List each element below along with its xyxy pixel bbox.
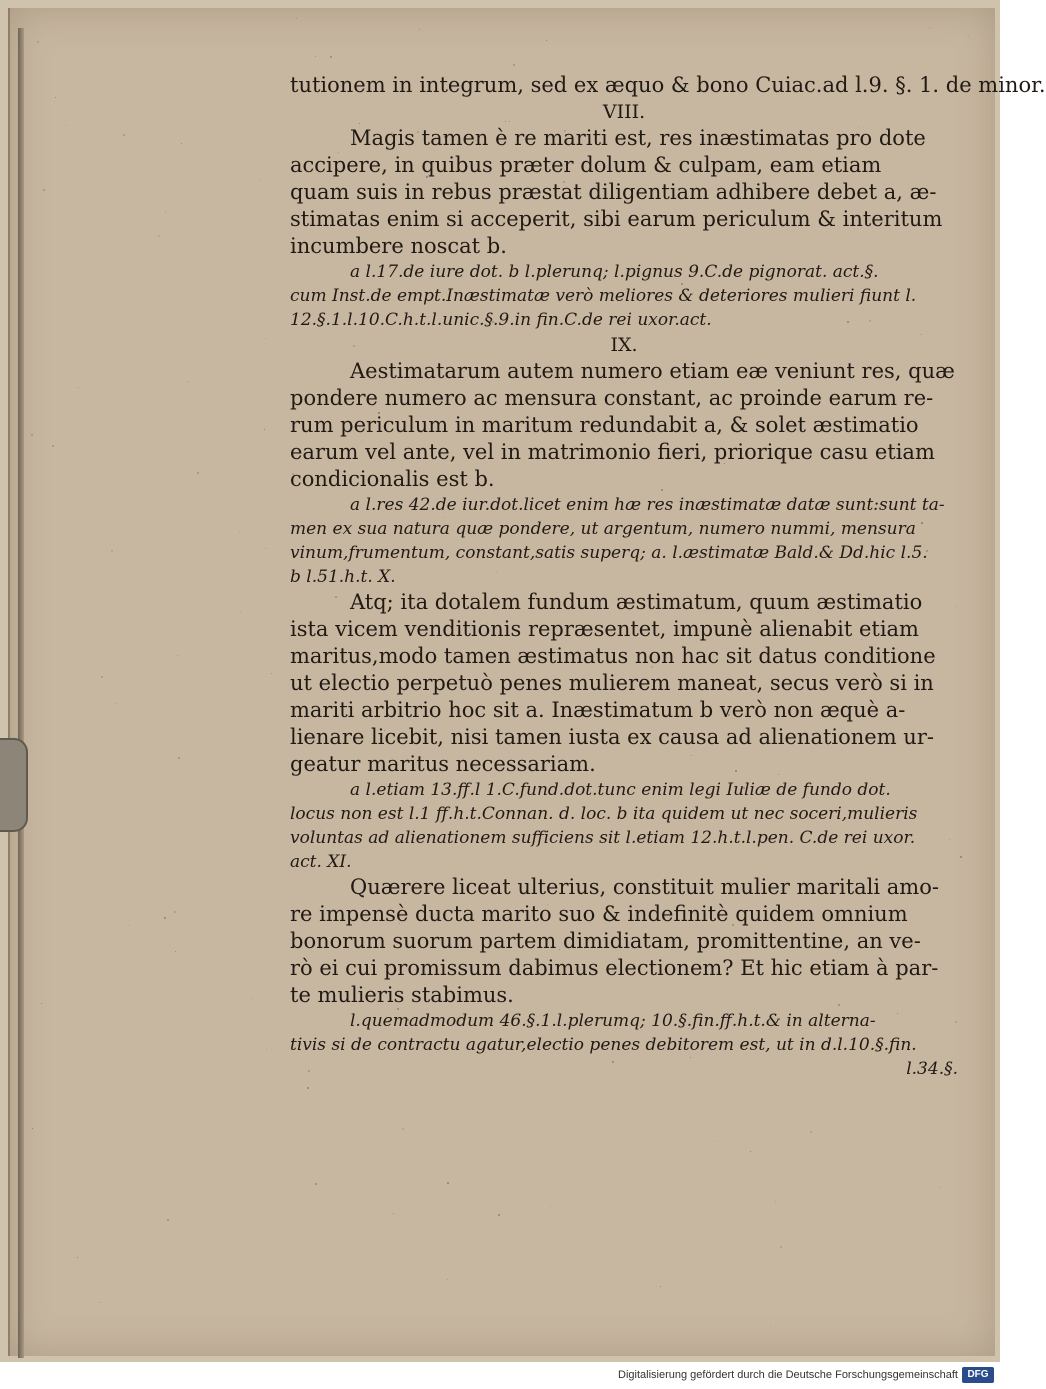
- text-line: VIII.: [602, 101, 646, 123]
- paper-speck: [939, 1187, 940, 1188]
- paper-speck: [775, 1201, 776, 1202]
- paper-speck: [260, 179, 261, 180]
- paper-speck: [252, 998, 253, 999]
- paper-speck: [111, 550, 113, 552]
- paper-speck: [123, 134, 125, 136]
- text-line: lienare licebit, nisi tamen iusta ex causa ad alienationem ur-: [290, 725, 934, 749]
- text-line: l.quemadmodum 46.§.1.l.plerumq; 10.§.fin.ff.h.t.& in alterna-: [350, 1011, 876, 1031]
- text-line: accipere, in quibus præter dolum & culpam, eam etiam: [290, 153, 882, 177]
- paper-speck: [960, 856, 962, 858]
- text-line: 12.§.1.l.10.C.h.t.l.unic.§.9.in fin.C.de rei uxor.act.: [290, 310, 712, 330]
- text-line: ista vicem venditionis repræsentet, impunè alienabit etiam: [290, 617, 919, 641]
- paper-speck: [550, 1206, 551, 1207]
- text-line: voluntas ad alienationem sufficiens sit l.etiam 12.h.t.l.pen. C.de rei uxor.: [290, 828, 916, 848]
- paper-speck: [101, 676, 103, 678]
- text-line: Atq; ita dotalem fundum æstimatum, quum æstimatio: [350, 590, 923, 614]
- paper-speck: [43, 189, 45, 191]
- paper-speck: [770, 1326, 771, 1327]
- text-line: a l.etiam 13.ff.l 1.C.fund.dot.tunc enim legi Iuliæ de fundo dot.: [350, 780, 891, 800]
- text-line: Magis tamen è re mariti est, res inæstimatas pro dote: [350, 126, 926, 150]
- dfg-logo: DFG: [962, 1367, 994, 1383]
- text-line: stimatas enim si acceperit, sibi earum periculum & interitum: [290, 207, 943, 231]
- paper-speck: [265, 338, 266, 339]
- text-line: tutionem in integrum, sed ex æquo & bono Cuiac.ad l.9. §. 1. de minor.: [290, 73, 1046, 97]
- text-line: l.34.§.: [906, 1059, 958, 1079]
- book-clasp-tab: [0, 738, 28, 832]
- paper-speck: [187, 381, 188, 382]
- text-line: earum vel ante, vel in matrimonio fieri, priorique casu etiam: [290, 440, 935, 464]
- paper-speck: [158, 235, 160, 237]
- paper-speck: [181, 143, 182, 144]
- text-line: condicionalis est b.: [290, 467, 495, 491]
- text-line: a l.17.de iure dot. b l.plerunq; l.pignus 9.C.de pignorat. act.§.: [350, 262, 879, 282]
- paper-speck: [307, 1087, 309, 1089]
- paper-speck: [52, 445, 54, 447]
- paper-speck: [115, 703, 116, 704]
- paper-speck: [393, 1213, 394, 1214]
- paper-speck: [714, 1141, 715, 1142]
- paper-speck: [419, 29, 420, 30]
- paper-speck: [65, 125, 66, 126]
- paper-speck: [100, 1302, 101, 1303]
- text-line: pondere numero ac mensura constant, ac proinde earum re-: [290, 386, 934, 410]
- paper-speck: [546, 40, 547, 41]
- text-line: incumbere noscat b.: [290, 234, 507, 258]
- text-line: vinum,frumentum, constant,satis superq; a. l.æstimatæ Bald.& Dd.hic l.5.: [290, 543, 928, 563]
- text-line: Aestimatarum autem numero etiam eæ veniunt res, quæ: [350, 359, 955, 383]
- paper-speck: [77, 1257, 78, 1258]
- paper-speck: [240, 612, 241, 613]
- paper-speck: [37, 41, 39, 43]
- paper-speck: [55, 97, 56, 98]
- paper-speck: [780, 1246, 782, 1248]
- paper-speck: [197, 472, 199, 474]
- paper-speck: [402, 1128, 404, 1130]
- text-line: ut electio perpetuò penes mulierem maneat, secus verò si in: [290, 671, 934, 695]
- digitization-footer: [0, 1365, 1000, 1389]
- text-line: act. XI.: [290, 852, 352, 872]
- paper-speck: [513, 64, 515, 66]
- paper-speck: [296, 18, 297, 19]
- paper-speck: [31, 434, 33, 436]
- text-line: mariti arbitrio hoc sit a. Inæstimatum b verò non æquè a-: [290, 698, 906, 722]
- text-line: rò ei cui promissum dabimus electionem? Et hic etiam à par-: [290, 956, 939, 980]
- paper-speck: [315, 56, 316, 57]
- paper-speck: [266, 1049, 267, 1050]
- paper-speck: [78, 387, 79, 388]
- paper-speck: [164, 917, 166, 919]
- paper-speck: [810, 1131, 812, 1133]
- paper-speck: [177, 655, 178, 656]
- text-line: bonorum suorum partem dimidiatam, promittentine, an ve-: [290, 929, 921, 953]
- paper-speck: [750, 1151, 751, 1152]
- text-line: rum periculum in maritum redundabit a, & solet æstimatio: [290, 413, 919, 437]
- text-line: cum Inst.de empt.Inæstimatæ verò meliores & deteriores mulieri fiunt l.: [290, 286, 917, 306]
- paper-speck: [239, 532, 240, 533]
- text-line: a l.res 42.de iur.dot.licet enim hæ res inæstimatæ datæ sunt:sunt ta-: [350, 495, 945, 515]
- paper-speck: [968, 36, 969, 37]
- paper-speck: [174, 911, 176, 913]
- paper-speck: [447, 1182, 449, 1184]
- footer-credit-text: Digitalisierung gefördert durch die Deutsche Forschungsgemeinschaft: [618, 1369, 958, 1381]
- paper-speck: [32, 1128, 33, 1129]
- text-line: maritus,modo tamen æstimatus non hac sit datus conditione: [290, 644, 936, 668]
- paper-speck: [498, 1214, 500, 1216]
- text-line: b l.51.h.t. X.: [290, 567, 396, 587]
- paper-speck: [929, 27, 930, 28]
- paper-speck: [41, 1003, 42, 1004]
- paper-speck: [264, 429, 265, 430]
- paper-speck: [447, 1279, 448, 1280]
- paper-speck: [271, 673, 272, 674]
- text-line: quam suis in rebus præstat diligentiam adhibere debet a, æ-: [290, 180, 937, 204]
- page-text-block: [290, 72, 1046, 1081]
- paper-speck: [660, 1286, 661, 1287]
- text-line: geatur maritus necessariam.: [290, 752, 596, 776]
- text-line: locus non est l.1 ff.h.t.Connan. d. loc. b ita quidem ut nec soceri,mulieris: [290, 804, 918, 824]
- paper-speck: [178, 757, 180, 759]
- text-line: re impensè ducta marito suo & indefinitè quidem omnium: [290, 902, 908, 926]
- text-line: Quærere liceat ulterius, constituit mulier maritali amo-: [350, 875, 939, 899]
- text-line: tivis si de contractu agatur,electio penes debitorem est, ut in d.l.10.§.fin.: [290, 1035, 917, 1055]
- paper-speck: [330, 56, 332, 58]
- book-spine-edge: [18, 28, 24, 1358]
- paper-speck: [128, 925, 129, 926]
- paper-speck: [315, 1183, 317, 1185]
- paper-speck: [265, 548, 266, 549]
- paper-speck: [165, 212, 166, 213]
- text-line: te mulieris stabimus.: [290, 983, 514, 1007]
- paper-speck: [167, 1219, 169, 1221]
- paper-speck: [175, 951, 176, 952]
- text-line: IX.: [610, 334, 638, 356]
- text-line: men ex sua natura quæ pondere, ut argentum, numero nummi, mensura: [290, 519, 916, 539]
